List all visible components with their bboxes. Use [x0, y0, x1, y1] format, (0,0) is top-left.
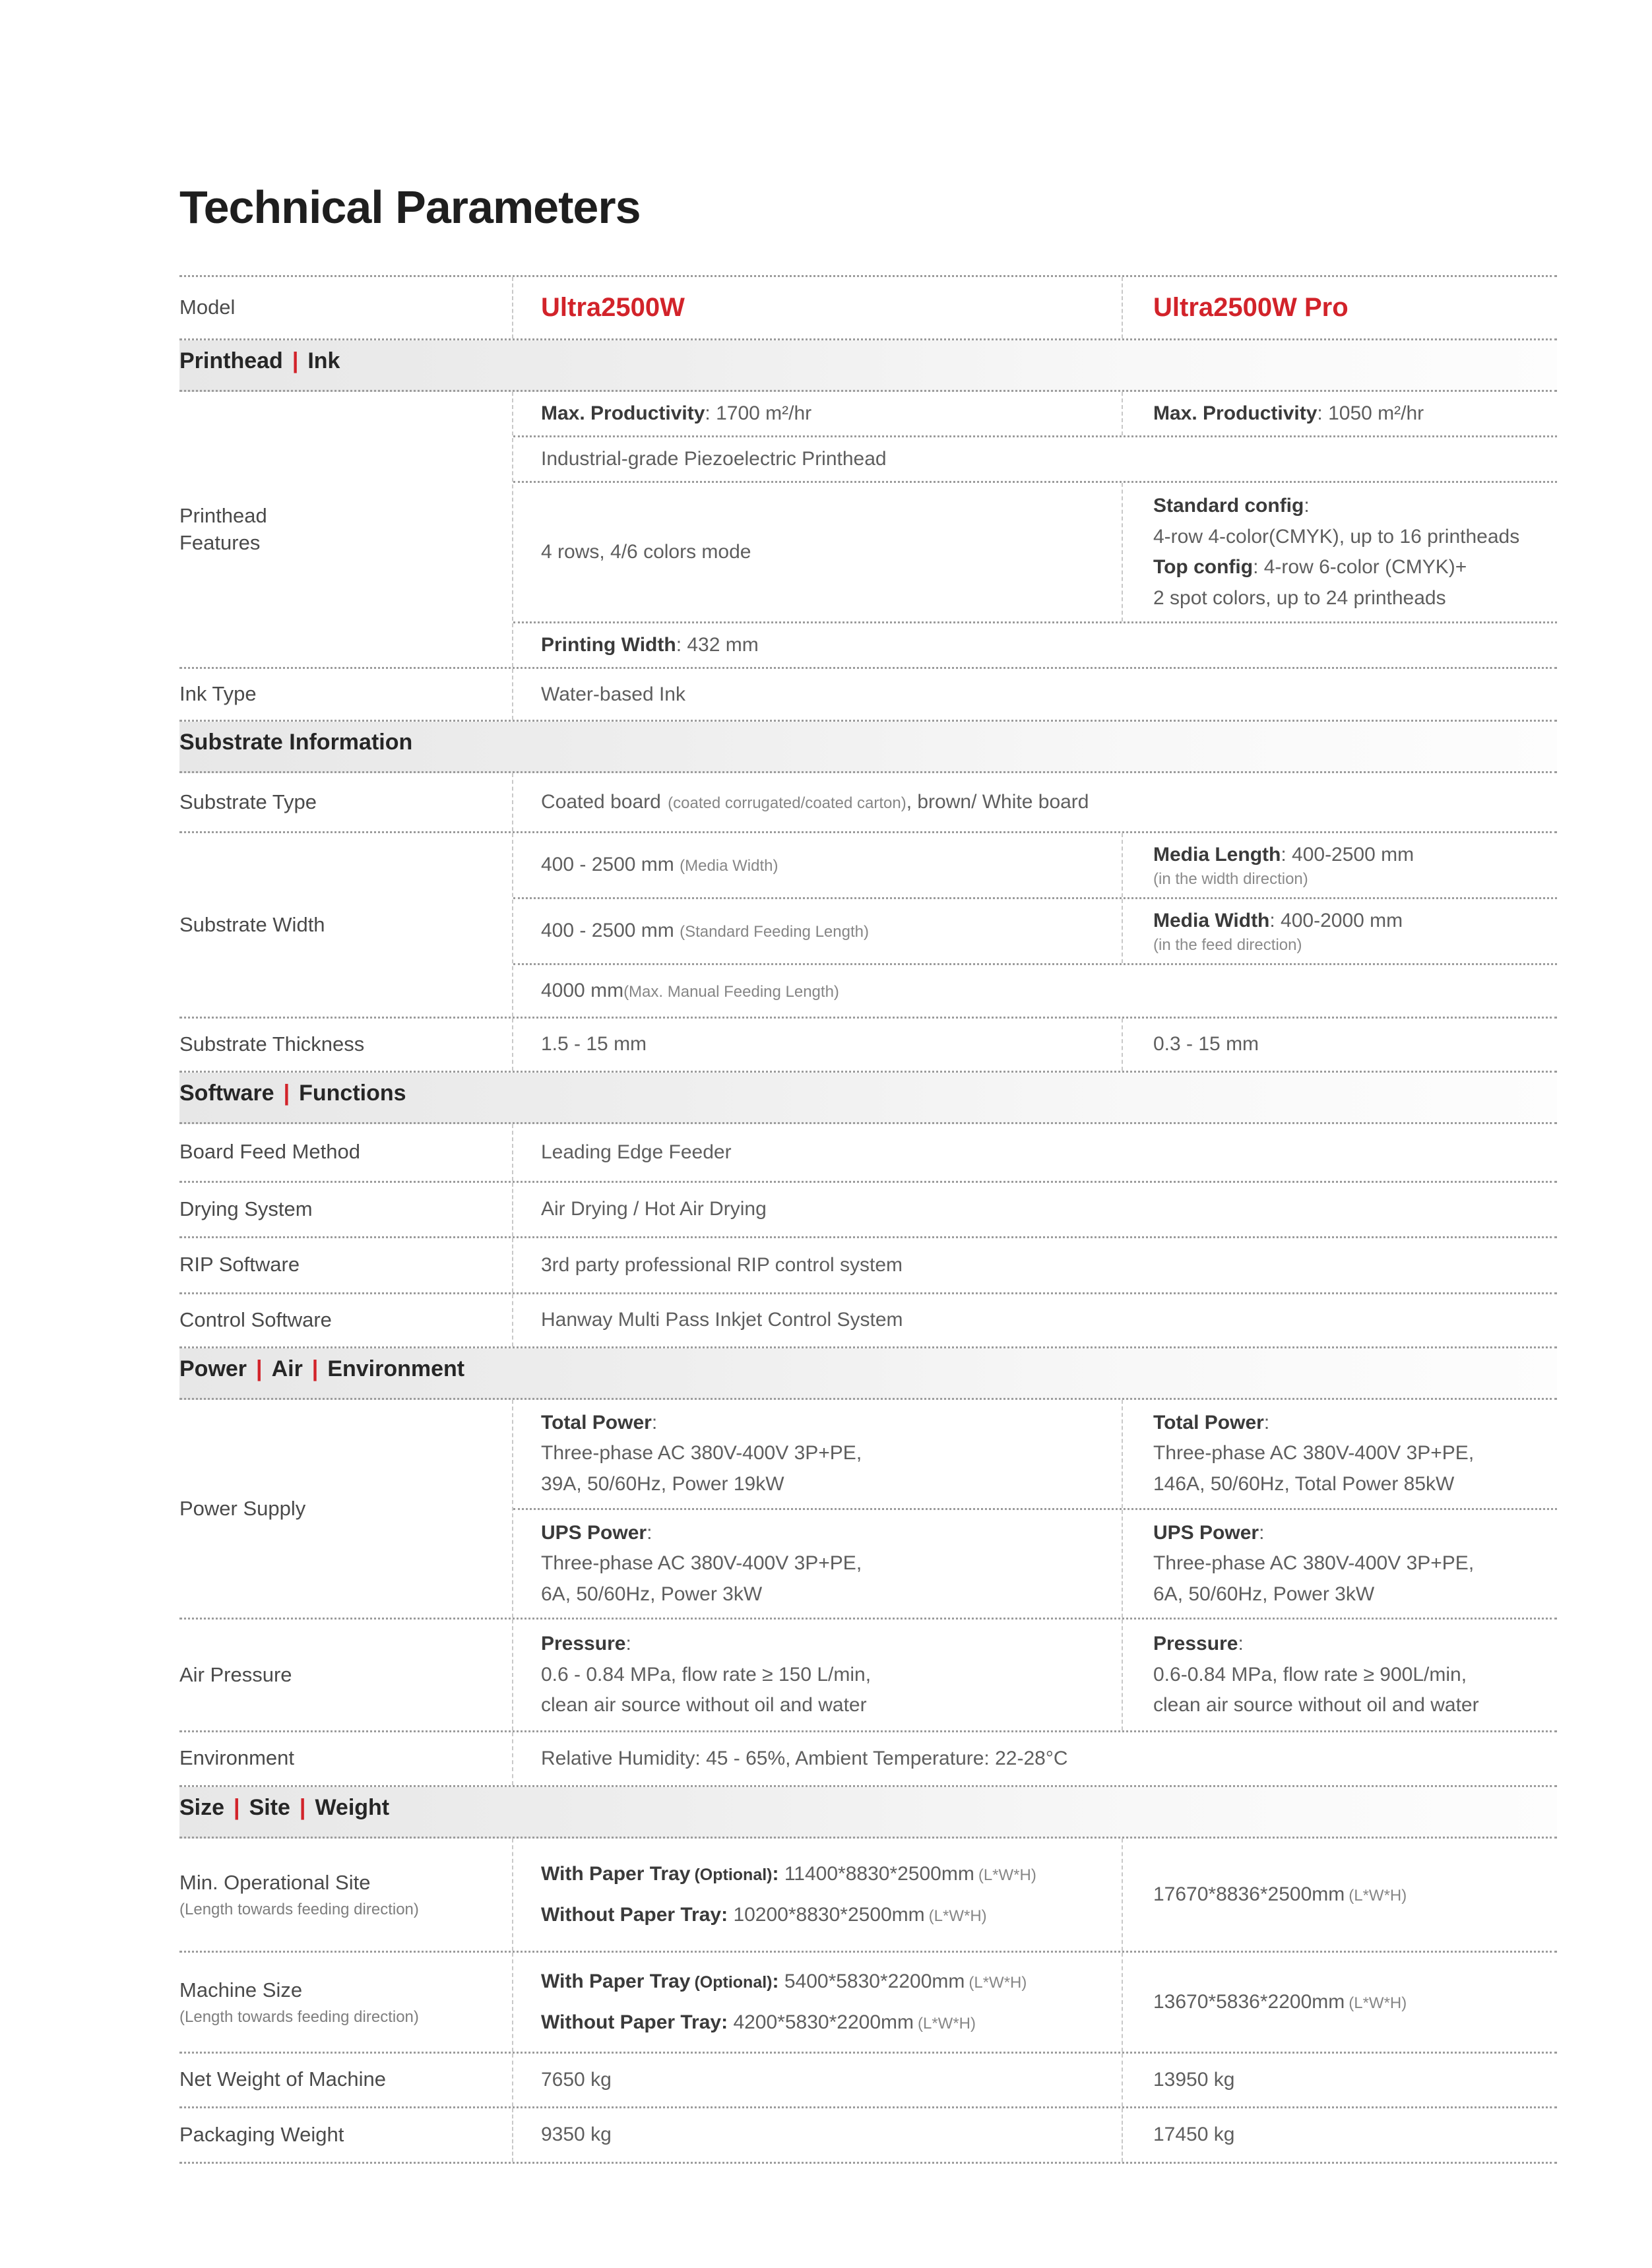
pressure-spec: 0.6-0.84 MPa, flow rate ≥ 900L/min, — [1153, 1663, 1467, 1685]
section-title-part: Size — [179, 1794, 225, 1820]
ups-power-cell-2 — [1122, 1510, 1557, 1618]
media-width-pro-value: Media Width: 400-2000 mm — [1153, 909, 1403, 931]
total-power-title: Total Power: — [1153, 1411, 1270, 1433]
section-title-part: Power — [179, 1356, 247, 1381]
drying-system-value: Air Drying / Hot Air Drying — [541, 1198, 767, 1220]
ups-power-phase: Three-phase AC 380V-400V 3P+PE, — [541, 1552, 862, 1575]
rip-software-label-cell — [179, 1238, 512, 1292]
max-productivity-cell-1 — [513, 392, 1122, 435]
environment-value: Relative Humidity: 45 - 65%, Ambient Temperature: 22-28°C — [541, 1747, 1068, 1769]
section-title-part: Ink — [307, 348, 340, 373]
media-width-value: 400 - 2500 mm (Media Width) — [541, 854, 778, 876]
subrow-media-width — [513, 833, 1557, 899]
row-ink-type — [179, 669, 1557, 722]
color-mode-cell-1 — [513, 483, 1122, 621]
row-model — [179, 277, 1557, 340]
control-software-value-cell — [512, 1294, 1557, 1346]
ups-power-cell-1 — [513, 1510, 1122, 1618]
row-rip-software — [179, 1238, 1557, 1294]
min-site-label-cell — [179, 1839, 512, 1951]
board-feed-label: Board Feed Method — [179, 1140, 361, 1164]
net-weight-label-cell — [179, 2054, 512, 2106]
air-pressure-cell-1 — [512, 1620, 1122, 1730]
environment-value-cell — [512, 1732, 1557, 1785]
media-width-cell-1 — [513, 833, 1122, 897]
printhead-features-body — [512, 392, 1557, 667]
color-mode-text: 4 rows, 4/6 colors mode — [541, 541, 751, 563]
machine-size-label-cell — [179, 1953, 512, 2052]
subrow-max-productivity — [513, 392, 1557, 437]
total-power-phase: Three-phase AC 380V-400V 3P+PE, — [1153, 1442, 1475, 1465]
row-drying-system — [179, 1183, 1557, 1238]
row-air-pressure — [179, 1620, 1557, 1732]
packaging-weight-cell-1 — [512, 2108, 1122, 2162]
air-pressure-cell-2 — [1122, 1620, 1557, 1730]
pipe-separator: | — [292, 348, 299, 373]
piezo-printhead-cell — [513, 437, 1557, 481]
total-power-cell-2 — [1122, 1400, 1557, 1508]
row-power-supply — [179, 1400, 1557, 1620]
section-header-power-air-environment — [179, 1348, 1557, 1400]
pipe-separator: | — [234, 1794, 240, 1820]
pressure-title: Pressure: — [1153, 1633, 1244, 1655]
total-power-title: Total Power: — [541, 1411, 658, 1433]
section-title-part: Site — [249, 1794, 290, 1820]
manual-feeding-cell — [513, 965, 1557, 1017]
packaging-weight-value-1: 9350 kg — [541, 2124, 612, 2146]
subrow-piezo-printhead — [513, 437, 1557, 483]
machine-size-without-tray: Without Paper Tray: 4200*5830*2200mm (L*W*H) — [541, 2011, 976, 2033]
printhead-features-label-cell — [179, 392, 512, 667]
min-site-cell-2 — [1122, 1839, 1557, 1951]
machine-size-with-tray: With Paper Tray (Optional): 5400*5830*2200mm (L*W*H) — [541, 1970, 1027, 1992]
substrate-thickness-value-2: 0.3 - 15 mm — [1153, 1033, 1259, 1055]
printing-width-text: Printing Width: 432 mm — [541, 634, 759, 656]
substrate-type-label: Substrate Type — [179, 790, 317, 813]
ups-power-rating: 6A, 50/60Hz, Power 3kW — [541, 1583, 763, 1605]
ups-power-phase: Three-phase AC 380V-400V 3P+PE, — [1153, 1552, 1475, 1575]
substrate-type-value: Coated board (coated corrugated/coated carton), brown/ White board — [541, 791, 1089, 813]
pipe-separator: | — [311, 1356, 319, 1381]
control-software-value: Hanway Multi Pass Inkjet Control System — [541, 1309, 903, 1331]
max-productivity-cell-2 — [1122, 392, 1557, 435]
section-title-part: Environment — [327, 1356, 465, 1381]
row-packaging-weight — [179, 2108, 1557, 2164]
section-title-part: Functions — [299, 1080, 406, 1106]
model-name-ultra2500w: Ultra2500W — [541, 293, 685, 322]
min-site-cell-1 — [512, 1839, 1122, 1951]
section-header-software-functions — [179, 1073, 1557, 1124]
model-label: Model — [179, 296, 236, 319]
ink-type-label-cell — [179, 669, 512, 720]
rip-software-label: RIP Software — [179, 1253, 300, 1276]
total-power-cell-1 — [513, 1400, 1122, 1508]
color-mode-cell-2 — [1122, 483, 1557, 621]
ink-type-value-cell — [512, 669, 1557, 720]
section-title-part: Software — [179, 1080, 274, 1106]
ups-power-title: UPS Power: — [541, 1521, 652, 1544]
printing-width-cell — [513, 623, 1557, 667]
subrow-color-mode — [513, 483, 1557, 623]
substrate-type-value-cell — [512, 773, 1557, 831]
control-software-label-cell — [179, 1294, 512, 1346]
pressure-title: Pressure: — [541, 1633, 631, 1655]
model-name-ultra2500w-pro: Ultra2500W Pro — [1153, 293, 1349, 322]
row-substrate-type — [179, 773, 1557, 833]
packaging-weight-label: Packaging Weight — [179, 2122, 344, 2146]
total-power-rating: 39A, 50/60Hz, Power 19kW — [541, 1472, 784, 1495]
max-productivity-text: Max. Productivity: 1700 m²/hr — [541, 402, 812, 424]
board-feed-value-cell — [512, 1124, 1557, 1181]
net-weight-cell-2 — [1122, 2054, 1557, 2106]
packaging-weight-cell-2 — [1122, 2108, 1557, 2162]
substrate-thickness-value-1: 1.5 - 15 mm — [541, 1033, 647, 1055]
media-width-pro-note: (in the feed direction) — [1153, 935, 1302, 954]
standard-config-line: Standard config: — [1153, 495, 1310, 517]
subrow-total-power — [513, 1400, 1557, 1510]
rip-software-value: 3rd party professional RIP control system — [541, 1253, 903, 1276]
feeding-length-cell-1 — [513, 899, 1122, 963]
manual-feeding-value: 4000 mm(Max. Manual Feeding Length) — [541, 979, 839, 1001]
environment-label: Environment — [179, 1746, 295, 1770]
section-title-part: Weight — [315, 1794, 390, 1820]
printhead-features-label-line1: Printhead — [179, 504, 267, 528]
pressure-note: clean air source without oil and water — [1153, 1694, 1479, 1717]
feeding-length-value: 400 - 2500 mm (Standard Feeding Length) — [541, 920, 869, 942]
top-config-line: Top config: 4-row 6-color (CMYK)+ — [1153, 556, 1467, 578]
net-weight-value-1: 7650 kg — [541, 2068, 612, 2091]
power-supply-label-cell — [179, 1400, 512, 1618]
row-board-feed-method — [179, 1124, 1557, 1183]
packaging-weight-label-cell — [179, 2108, 512, 2162]
model-label-cell — [179, 277, 512, 338]
section-header-size-site-weight — [179, 1787, 1557, 1839]
page-title: Technical Parameters — [179, 181, 641, 233]
rip-software-value-cell — [512, 1238, 1557, 1292]
board-feed-value: Leading Edge Feeder — [541, 1141, 732, 1163]
section-title-part: Air — [271, 1356, 303, 1381]
min-site-without-tray: Without Paper Tray: 10200*8830*2500mm (L*W*H) — [541, 1903, 987, 1926]
substrate-thickness-label: Substrate Thickness — [179, 1032, 365, 1055]
pressure-spec: 0.6 - 0.84 MPa, flow rate ≥ 150 L/min, — [541, 1663, 872, 1685]
control-software-label: Control Software — [179, 1307, 332, 1331]
min-site-pro-value: 17670*8836*2500mm (L*W*H) — [1153, 1883, 1407, 1905]
row-environment — [179, 1732, 1557, 1787]
standard-config-detail: 4-row 4-color(CMYK), up to 16 printheads — [1153, 525, 1520, 548]
substrate-width-label: Substrate Width — [179, 912, 325, 936]
drying-system-value-cell — [512, 1183, 1557, 1236]
min-site-with-tray: With Paper Tray (Optional): 11400*8830*2500mm (L*W*H) — [541, 1862, 1036, 1885]
air-pressure-label-cell — [179, 1620, 512, 1730]
power-supply-label: Power Supply — [179, 1496, 306, 1520]
section-header-substrate-information — [179, 722, 1557, 773]
ink-type-label: Ink Type — [179, 682, 257, 706]
row-printhead-features — [179, 392, 1557, 669]
substrate-thickness-label-cell — [179, 1019, 512, 1071]
environment-label-cell — [179, 1732, 512, 1785]
pipe-separator: | — [299, 1794, 306, 1820]
printhead-features-label-line2: Features — [179, 530, 261, 554]
ups-power-rating: 6A, 50/60Hz, Power 3kW — [1153, 1583, 1375, 1605]
ink-type-value: Water-based Ink — [541, 683, 685, 705]
machine-size-cell-1 — [512, 1953, 1122, 2052]
technical-parameters-table — [179, 275, 1557, 2164]
power-supply-body — [512, 1400, 1557, 1618]
substrate-width-label-cell — [179, 833, 512, 1017]
pipe-separator: | — [256, 1356, 263, 1381]
drying-system-label-cell — [179, 1183, 512, 1236]
net-weight-cell-1 — [512, 2054, 1122, 2106]
subrow-feeding-length — [513, 899, 1557, 965]
media-length-cell-2 — [1122, 833, 1557, 897]
media-length-value: Media Length: 400-2500 mm — [1153, 844, 1414, 866]
pipe-separator: | — [283, 1080, 290, 1106]
pressure-note: clean air source without oil and water — [541, 1694, 867, 1717]
section-title-part: Printhead — [179, 348, 283, 373]
machine-size-cell-2 — [1122, 1953, 1557, 2052]
max-productivity-text: Max. Productivity: 1050 m²/hr — [1153, 402, 1424, 424]
net-weight-label: Net Weight of Machine — [179, 2067, 387, 2091]
machine-size-pro-value: 13670*5836*2200mm (L*W*H) — [1153, 1990, 1407, 2013]
piezo-printhead-text: Industrial-grade Piezoelectric Printhead — [541, 448, 887, 470]
media-length-note: (in the width direction) — [1153, 870, 1308, 888]
total-power-rating: 146A, 50/60Hz, Total Power 85kW — [1153, 1472, 1455, 1495]
substrate-thickness-cell-2 — [1122, 1019, 1557, 1071]
machine-size-label-note: (Length towards feeding direction) — [179, 2007, 419, 2026]
machine-size-label: Machine Size — [179, 1978, 303, 2002]
subrow-manual-feeding — [513, 965, 1557, 1017]
min-site-label-note: (Length towards feeding direction) — [179, 1900, 419, 1918]
net-weight-value-2: 13950 kg — [1153, 2068, 1235, 2091]
row-net-weight — [179, 2054, 1557, 2108]
section-title: Substrate Information — [179, 730, 413, 755]
row-min-operational-site — [179, 1839, 1557, 1953]
row-substrate-thickness — [179, 1019, 1557, 1073]
min-site-label: Min. Operational Site — [179, 1871, 371, 1895]
packaging-weight-value-2: 17450 kg — [1153, 2124, 1235, 2146]
total-power-phase: Three-phase AC 380V-400V 3P+PE, — [541, 1442, 862, 1465]
row-machine-size — [179, 1953, 1557, 2054]
subrow-printing-width — [513, 623, 1557, 667]
top-config-detail: 2 spot colors, up to 24 printheads — [1153, 586, 1446, 609]
subrow-ups-power — [513, 1510, 1557, 1618]
air-pressure-label: Air Pressure — [179, 1662, 292, 1686]
substrate-width-body — [512, 833, 1557, 1017]
drying-system-label: Drying System — [179, 1197, 313, 1220]
row-control-software — [179, 1294, 1557, 1348]
board-feed-label-cell — [179, 1124, 512, 1181]
ups-power-title: UPS Power: — [1153, 1521, 1265, 1544]
media-width-pro-cell-2 — [1122, 899, 1557, 963]
row-substrate-width — [179, 833, 1557, 1019]
section-header-printhead-ink — [179, 340, 1557, 392]
model-value-cell-1 — [512, 277, 1122, 338]
substrate-thickness-cell-1 — [512, 1019, 1122, 1071]
model-value-cell-2 — [1122, 277, 1557, 338]
substrate-type-label-cell — [179, 773, 512, 831]
